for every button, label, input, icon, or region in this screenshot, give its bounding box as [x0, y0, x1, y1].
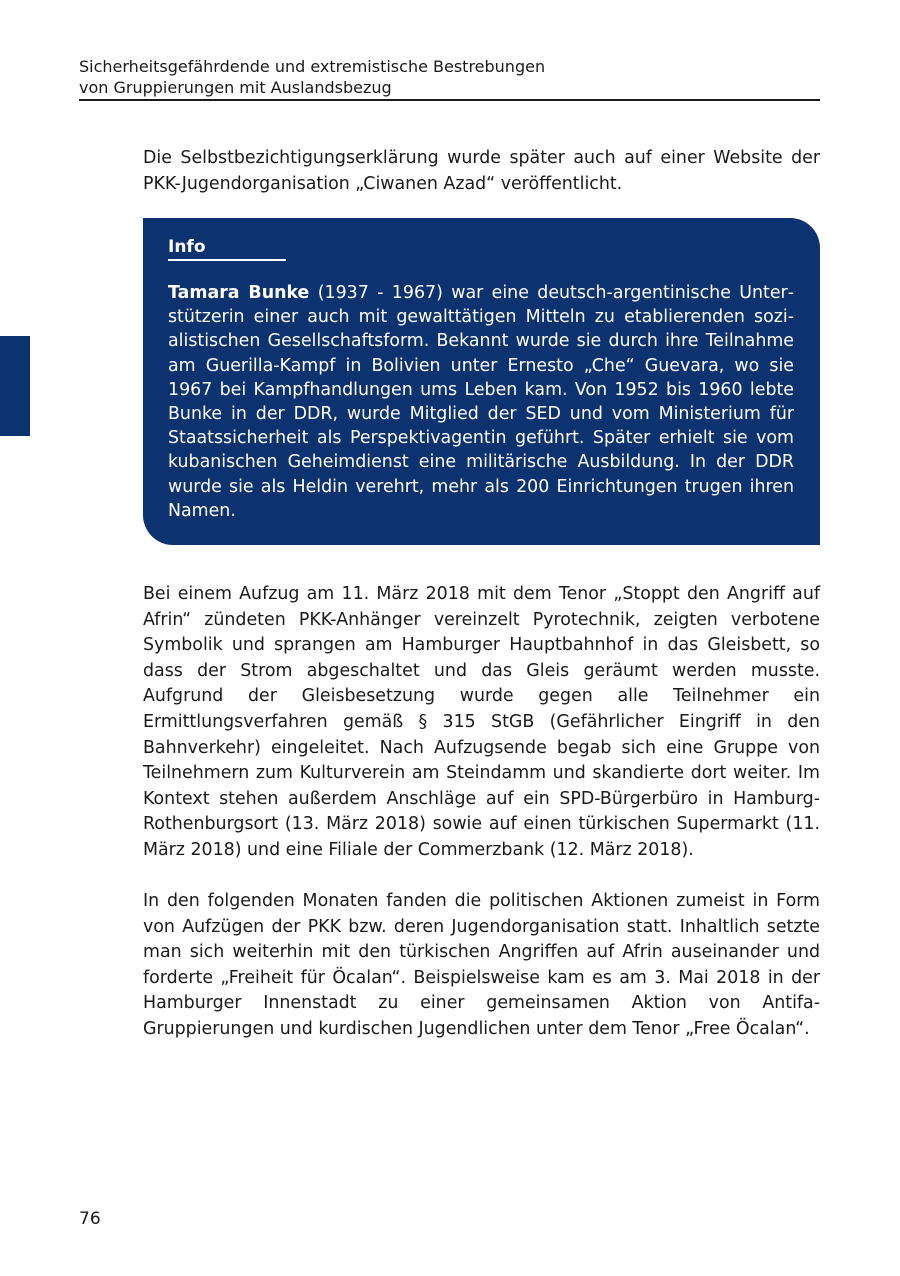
header-rule [79, 99, 820, 101]
info-box-label: Info [168, 236, 286, 261]
intro-paragraph: Die Selbstbezichtigungserklärung wurde später auch auf einer Website der PKK-Jugendorganisation „Ciwanen Azad“ veröffentlicht. [143, 148, 820, 194]
header-line-1: Sicherheitsgefährdende und extremistische Bestrebungen [79, 57, 546, 76]
info-box-name: Tamara Bunke [168, 283, 310, 303]
running-header [79, 56, 820, 98]
info-box [143, 218, 820, 545]
body-paragraph-1: Bei einem Aufzug am 11. März 2018 mit dem Tenor „Stoppt den Angriff auf Afrin“ zündeten PKK-Anhänger vereinzelt Pyrotechnik, zeigten verbotene Symbolik und sprangen am Hamburger Hauptbahnhof in das Gleisbett, so dass der Strom abgeschaltet und das Gleis geräumt werden musste. Aufgrund der Gleisbesetzung wurde gegen alle Teilnehmer ein Ermittlungsverfahren gemäß § 315 StGB (Gefährlicher Eingriff in den Bahnverkehr) eingeleitet. Nach Aufzugsende begab sich eine Gruppe von Teilnehmern zum Kulturverein am Steindamm und skandierte dort weiter. Im Kontext stehen außerdem Anschläge auf ein SPD-Bürgerbüro in Hamburg-Rothenburgsort (13. März 2018) sowie auf einen türkischen Supermarkt (11. März 2018) und eine Filiale der Commerzbank (12. März 2018). [143, 584, 820, 860]
chapter-side-tab [0, 336, 30, 436]
info-box-body: (1937 - 1967) war eine deutsch-argentinische Unterstützerin einer auch mit gewalttätigen Mitteln zu etablierenden sozialistischen Gesellschaftsform. Bekannt wurde sie durch ihre Teilnahme am Guerilla-Kampf in Bolivien unter Ernesto „Che“ Guevara, wo sie 1967 bei Kampfhandlungen ums Leben kam. Von 1952 bis 1960 lebte Bunke in der DDR, wurde Mitglied der SED und vom Ministerium für Staatssicherheit als Perspektivagentin geführt. Später erhielt sie vom kubanischen Geheimdienst eine militärische Ausbildung. In der DDR wurde sie als Heldin verehrt, mehr als 200 Einrichtungen trugen ihren Namen. [168, 283, 794, 521]
page-number: 76 [79, 1209, 101, 1229]
header-line-2: von Gruppierungen mit Auslandsbezug [79, 78, 392, 97]
info-box-text [168, 281, 794, 523]
body-paragraph-2: In den folgenden Monaten fanden die politischen Aktionen zumeist in Form von Aufzügen der PKK bzw. deren Jugendorganisation statt. Inhaltlich setzte man sich weiterhin mit den türkischen Angriffen auf Afrin auseinander und forderte „Freiheit für Öcalan“. Beispielsweise kam es am 3. Mai 2018 in der Hamburger Innenstadt zu einer gemeinsamen Aktion von Antifa-Gruppierungen und kurdischen Jugendlichen unter dem Tenor „Free Öcalan“. [143, 891, 820, 1039]
